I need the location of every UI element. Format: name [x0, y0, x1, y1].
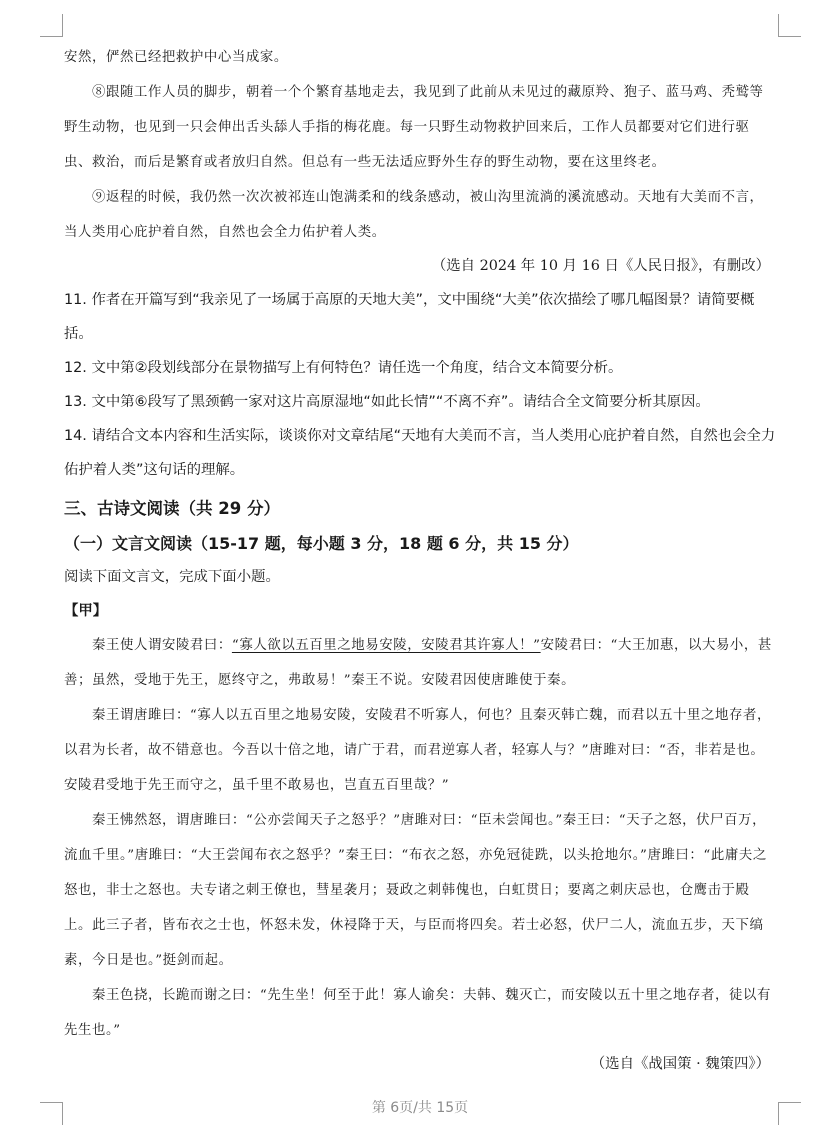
question-11: 11. 作者在开篇写到“我亲见了一场属于高原的天地大美”，文中围绕“大美”依次描绘了哪几幅图景？请简要概括。	[64, 292, 755, 342]
page-content	[64, 40, 776, 1081]
question-12: 12. 文中第②段划线部分在景物描写上有何特色？请任选一个角度，结合文本简要分析。	[64, 360, 623, 376]
classical-source: （选自《战国策 · 魏策四》）	[590, 1056, 770, 1072]
part-label: 【甲】	[64, 603, 108, 619]
section-title: 三、古诗文阅读（共 29 分）	[64, 499, 280, 518]
reading-instruction: 阅读下面文言文，完成下面小题。	[64, 569, 280, 585]
underlined-sentence: “寡人欲以五百里之地易安陵，安陵君其许寡人！”	[231, 638, 541, 653]
classical-paragraph-2: 秦王谓唐雎曰：“寡人以五百里之地易安陵，安陵君不听寡人，何也？且秦灭韩亡魏，而君以五十里之地存者，以君为长者，故不错意也。今吾以十倍之地，请广于君，而君逆寡人者，轻寡人与？”唐雎对曰：“否，非若是也。安陵君受地于先王而守之，虽千里不敢易也，岂直五百里哉？”	[64, 708, 771, 793]
question-14: 14. 请结合文本内容和生活实际，谈谈你对文章结尾“天地有大美而不言，当人类用心庇护着自然，自然也会全力佑护着人类”这句话的理解。	[64, 428, 776, 478]
page-number: 第 6页/共 15页	[371, 1100, 469, 1116]
article-source: （选自 2024 年 10 月 16 日《人民日报》，有删改）	[431, 258, 770, 274]
paragraph-9: ⑨返程的时候，我仍然一次次被祁连山饱满柔和的线条感动，被山沟里流淌的溪流感动。天地有大美而不言，当人类用心庇护着自然，自然也会全力佑护着人类。	[64, 190, 764, 240]
question-13: 13. 文中第⑥段写了黑颈鹤一家对这片高原湿地“如此长情”“不离不弃”。请结合全文简要分析其原因。	[64, 394, 710, 410]
paragraph-8: ⑧跟随工作人员的脚步，朝着一个个繁育基地走去，我见到了此前从未见过的藏原羚、狍子、蓝马鸡、秃鹫等野生动物，也见到一只会伸出舌头舔人手指的梅花鹿。每一只野生动物救护回来后，工作人员都要对它们进行驱虫、救治，而后是繁育或者放归自然。但总有一些无法适应野外生存的野生动物，要在这里终老。	[64, 85, 764, 170]
paragraph-continued: 安然，俨然已经把救护中心当成家。	[64, 50, 288, 65]
classical-p1-rest: 安陵君曰：“大王加惠，以大易小，甚善；虽然，受地于先王，愿终守之，弗敢易！”秦王不说。安陵君因使唐雎使于秦。	[64, 638, 772, 688]
classical-paragraph-1	[64, 628, 776, 698]
crop-mark-top-left	[40, 14, 63, 37]
classical-paragraph-3: 秦王怫然怒，谓唐雎曰：“公亦尝闻天子之怒乎？”唐雎对曰：“臣未尝闻也。”秦王曰：“天子之怒，伏尸百万，流血千里。”唐雎曰：“大王尝闻布衣之怒乎？”秦王曰：“布衣之怒，亦免冠徒跣，以头抢地尔。”唐雎曰：“此庸夫之怒也，非士之怒也。夫专诸之刺王僚也，彗星袭月；聂政之刺韩傀也，白虹贯日；要离之刺庆忌也，仓鹰击于殿上。此三子者，皆布衣之士也，怀怒未发，休祲降于天，与臣而将四矣。若士必怒，伏尸二人，流血五步，天下缟素，今日是也。”挺剑而起。	[64, 813, 767, 968]
classical-p1-intro: 秦王使人谓安陵君曰：	[92, 638, 232, 653]
crop-mark-top-right	[778, 14, 801, 37]
classical-paragraph-4: 秦王色挠，长跪而谢之曰：“先生坐！何至于此！寡人谕矣：夫韩、魏灭亡，而安陵以五十里之地存者，徒以有先生也。”	[64, 988, 771, 1038]
subsection-title: （一）文言文阅读（15-17 题，每小题 3 分，18 题 6 分，共 15 分）	[64, 534, 579, 553]
